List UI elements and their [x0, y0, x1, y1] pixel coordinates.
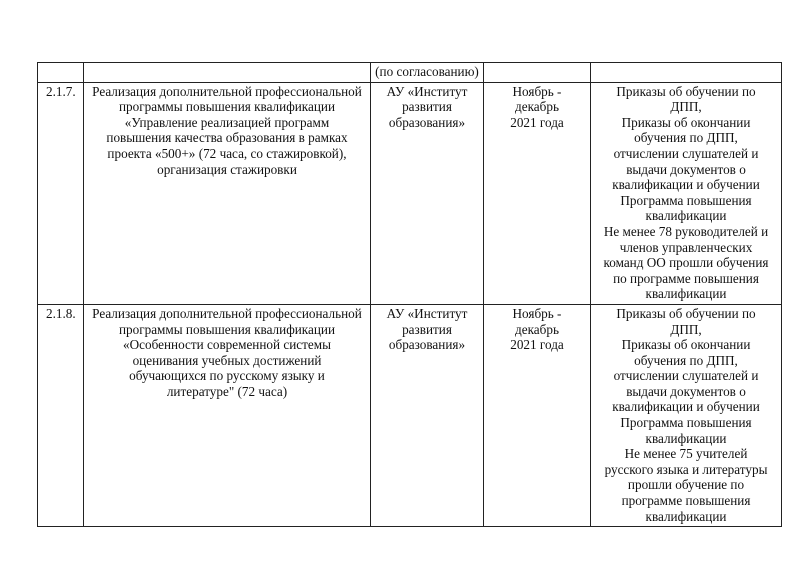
- period-cell: [484, 63, 591, 83]
- table-row: [38, 304, 782, 526]
- item-number: 2.1.8.: [38, 304, 84, 526]
- executor-cell: (по согласованию): [371, 63, 484, 83]
- executor-cell: АУ «Институт развития образования»: [371, 82, 484, 304]
- item-number: 2.1.7.: [38, 82, 84, 304]
- result-cell: Приказы об обучении по ДПП, Приказы об окончании обучения по ДПП, отчислении слушателей и выдачи документов о квалификации и обучении Программа повышения квалификации Не менее 75 учителей русского языка и литературы прошли обучение по программе повышения квалификации: [591, 304, 782, 526]
- table-row: [38, 82, 782, 304]
- period-cell: Ноябрь - декабрь 2021 года: [484, 304, 591, 526]
- result-cell: [591, 63, 782, 83]
- plan-table: [37, 62, 782, 527]
- executor-cell: АУ «Институт развития образования»: [371, 304, 484, 526]
- result-cell: Приказы об обучении по ДПП, Приказы об окончании обучения по ДПП, отчислении слушателей и выдачи документов о квалификации и обучении Программа повышения квалификации Не менее 78 руководителей и членов управленческих команд ОО прошли обучения по программе повышения квалификации: [591, 82, 782, 304]
- item-number: [38, 63, 84, 83]
- activity-cell: Реализация дополнительной профессиональной программы повышения квалификации «Управление реализацией программ повышения качества образования в рамках проекта «500+» (72 часа, со стажировкой), организация стажировки: [84, 82, 371, 304]
- activity-cell: [84, 63, 371, 83]
- table-row: [38, 63, 782, 83]
- activity-cell: Реализация дополнительной профессиональной программы повышения квалификации «Особенности современной системы оценивания учебных достижений обучающихся по русскому языку и литературе" (72 часа): [84, 304, 371, 526]
- period-cell: Ноябрь - декабрь 2021 года: [484, 82, 591, 304]
